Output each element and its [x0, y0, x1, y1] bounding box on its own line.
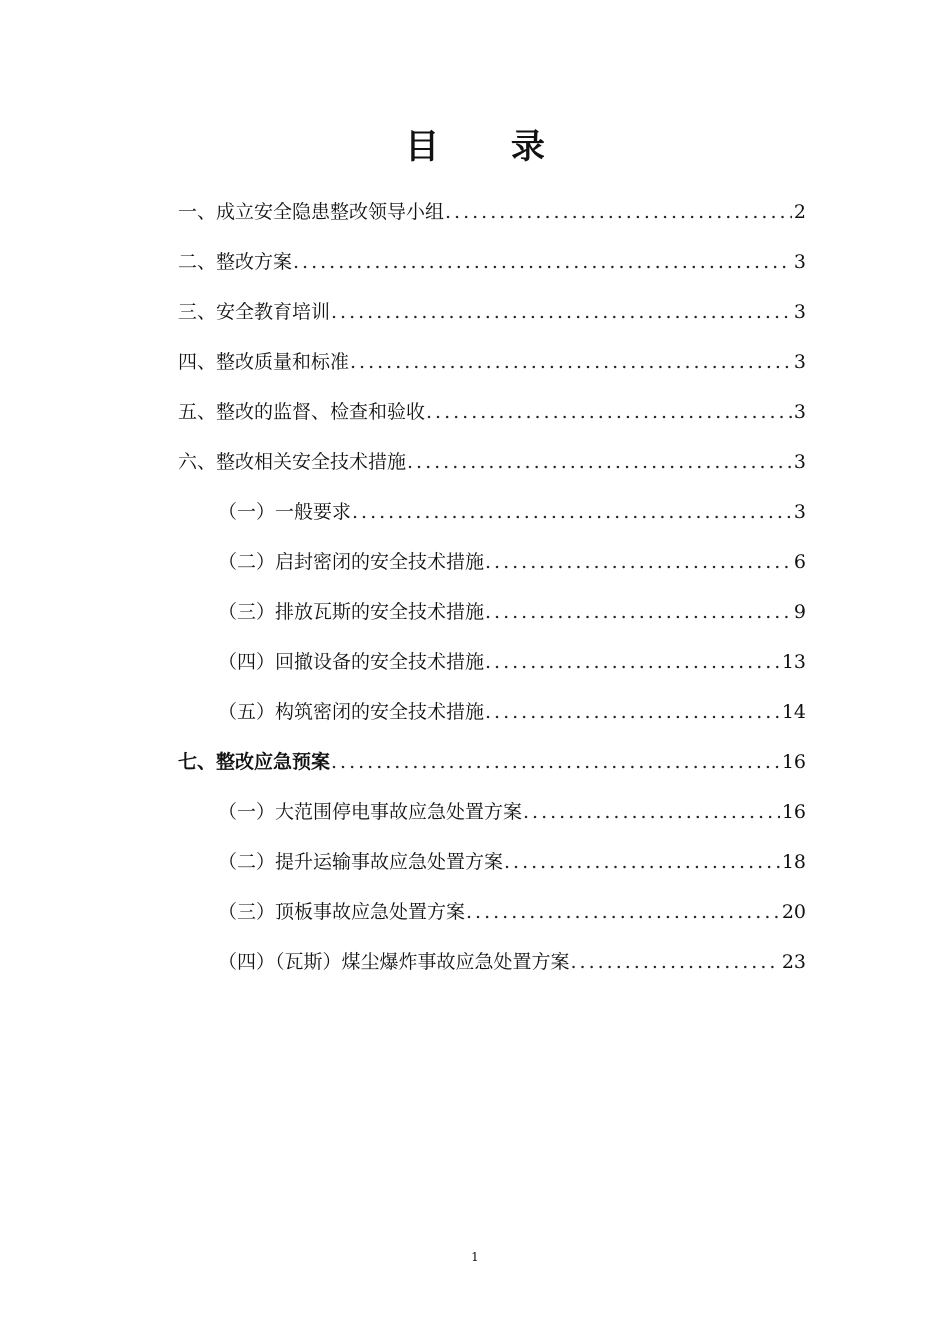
toc-entry[interactable]	[178, 187, 806, 237]
toc-entry-page: 23	[781, 951, 806, 973]
toc-subentry[interactable]	[178, 537, 806, 587]
toc-entry[interactable]	[178, 237, 806, 287]
toc-entry-page: 16	[781, 801, 806, 823]
toc-subentry[interactable]	[178, 787, 806, 837]
toc-entry-page: 16	[781, 751, 806, 773]
toc-entry-label: （三）顶板事故应急处置方案	[218, 901, 466, 923]
toc-entry-label: （一）一般要求	[218, 501, 352, 523]
toc-entry-page: 3	[793, 401, 806, 423]
toc-entry[interactable]	[178, 287, 806, 337]
toc-subentry[interactable]	[178, 637, 806, 687]
dot-leader	[352, 487, 792, 537]
toc-subentry[interactable]	[178, 937, 806, 987]
toc-entry-page: 18	[781, 851, 806, 873]
toc-subentry[interactable]	[178, 837, 806, 887]
dot-leader	[485, 537, 792, 587]
toc-entry[interactable]	[178, 387, 806, 437]
toc-subentry[interactable]	[178, 487, 806, 537]
page-number: 1	[471, 1250, 479, 1264]
dot-leader	[504, 837, 780, 887]
dot-leader	[485, 687, 780, 737]
table-of-contents	[178, 187, 806, 987]
dot-leader	[466, 887, 780, 937]
dot-leader	[485, 637, 780, 687]
toc-entry-page: 3	[793, 501, 806, 523]
toc-entry-label: 六、整改相关安全技术措施	[178, 451, 407, 473]
dot-leader	[571, 937, 780, 987]
toc-entry-page: 6	[793, 551, 806, 573]
dot-leader	[331, 287, 792, 337]
toc-entry-page: 3	[793, 301, 806, 323]
toc-entry-page: 3	[793, 351, 806, 373]
toc-entry-label: 三、安全教育培训	[178, 301, 331, 323]
dot-leader	[350, 337, 792, 387]
dot-leader	[331, 737, 780, 787]
toc-entry-label: （二）提升运输事故应急处置方案	[218, 851, 504, 873]
toc-entry-label: 七、整改应急预案	[178, 751, 331, 773]
toc-entry-page: 3	[793, 451, 806, 473]
toc-entry-page: 3	[793, 251, 806, 273]
page-title: 目 录	[405, 127, 575, 167]
toc-entry-label: （四）回撤设备的安全技术措施	[218, 651, 485, 673]
toc-entry-label: （三）排放瓦斯的安全技术措施	[218, 601, 485, 623]
toc-entry-label: 四、整改质量和标准	[178, 351, 350, 373]
dot-leader	[445, 187, 792, 237]
toc-entry[interactable]	[178, 437, 806, 487]
dot-leader	[407, 437, 792, 487]
dot-leader	[485, 587, 792, 637]
toc-subentry[interactable]	[178, 687, 806, 737]
toc-entry-label: （五）构筑密闭的安全技术措施	[218, 701, 485, 723]
toc-entry-page: 2	[793, 201, 806, 223]
toc-entry[interactable]	[178, 337, 806, 387]
toc-entry-label: 五、整改的监督、检查和验收	[178, 401, 426, 423]
toc-subentry[interactable]	[178, 587, 806, 637]
toc-entry-label: （二）启封密闭的安全技术措施	[218, 551, 485, 573]
toc-entry-page: 9	[793, 601, 806, 623]
toc-entry-label: 二、整改方案	[178, 251, 293, 273]
dot-leader	[293, 237, 792, 287]
dot-leader	[426, 387, 792, 437]
toc-entry-label: （四）（瓦斯）煤尘爆炸事故应急处置方案	[218, 951, 570, 973]
toc-entry-page: 13	[781, 651, 806, 673]
toc-entry-page: 20	[781, 901, 806, 923]
toc-entry-page: 14	[781, 701, 806, 723]
dot-leader	[523, 787, 780, 837]
toc-subentry[interactable]	[178, 887, 806, 937]
toc-entry[interactable]	[178, 737, 806, 787]
toc-entry-label: （一）大范围停电事故应急处置方案	[218, 801, 523, 823]
toc-entry-label: 一、成立安全隐患整改领导小组	[178, 201, 445, 223]
